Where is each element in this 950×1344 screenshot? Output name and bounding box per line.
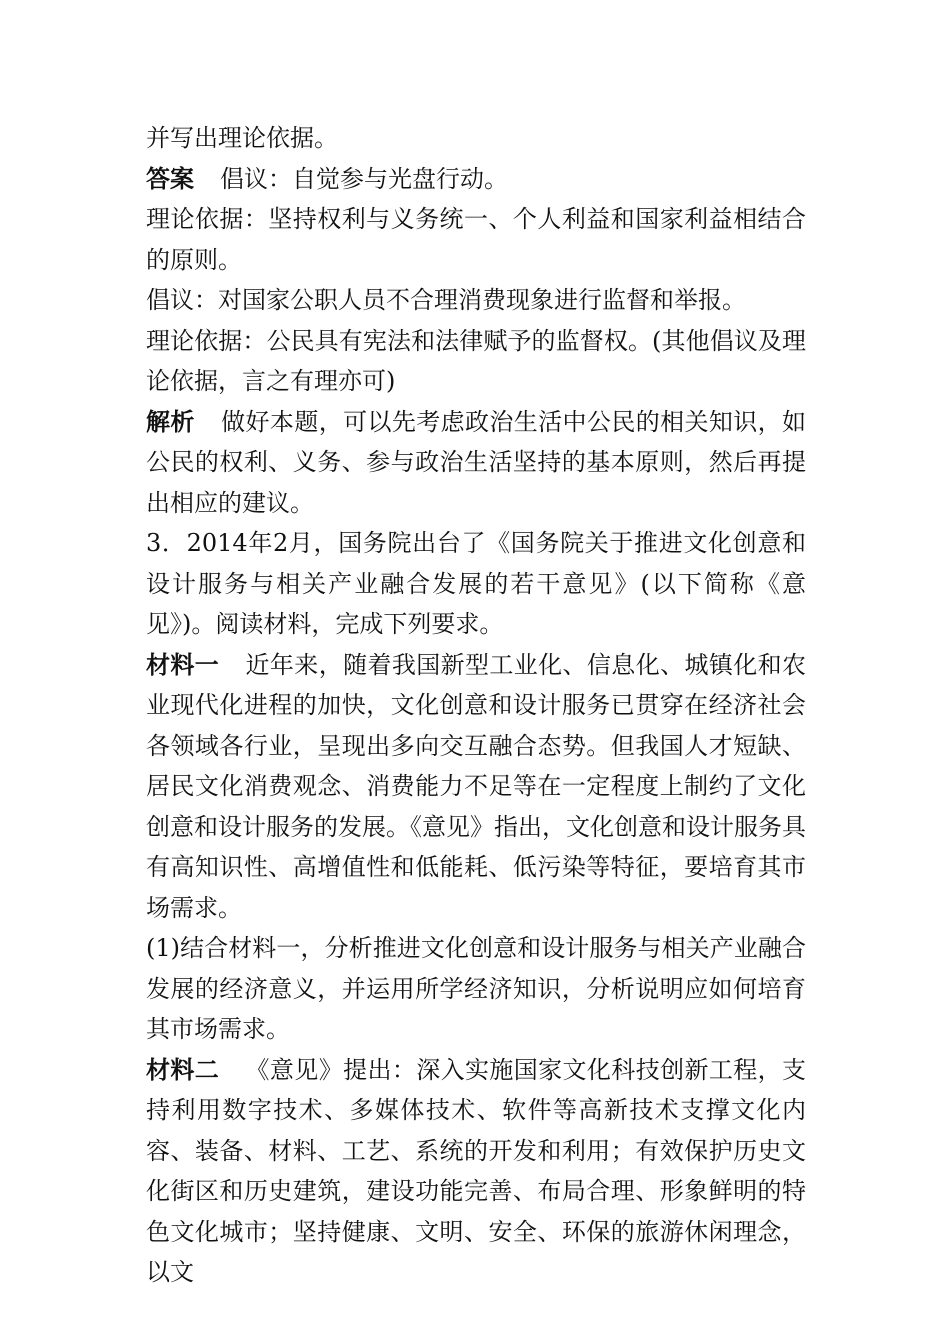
continued-line: 并写出理论依据。 <box>146 124 338 152</box>
material-1-text: 近年来，随着我国新型工业化、信息化、城镇化和农业现代化进程的加快，文化创意和设计服务已贯穿在经济社会各领域各行业，呈现出多向交互融合态势。但我国人才短缺、居民文化消费观念、消费能力不足等在一定程度上制约了文化创意和设计服务的发展。《意见》指出，文化创意和设计服务具有高知识性、高增值性和低能耗、低污染等特征，要培育其市场需求。 <box>146 650 807 922</box>
answer-label: 答案 <box>146 164 194 193</box>
answer-paragraph <box>146 159 806 200</box>
material-2-paragraph <box>146 1050 806 1293</box>
analysis-paragraph <box>146 402 806 524</box>
analysis-label: 解析 <box>146 407 195 436</box>
material-2-text: 《意见》提出：深入实施国家文化科技创新工程，支持利用数字技术、多媒体技术、软件等高新技术支撑文化内容、装备、材料、工艺、系统的开发和利用；有效保护历史文化街区和历史建筑，建设功能完善、布局合理、形象鲜明的特色文化城市；坚持健康、文明、安全、环保的旅游休闲理念，以文 <box>146 1055 807 1286</box>
proposal-2: 倡议：对国家公职人员不合理消费现象进行监督和举报。 <box>146 286 746 314</box>
question-3: 3．2014年2月，国务院出台了《国务院关于推进文化创意和设计服务与相关产业融合发展的若干意见》(以下简称《意见》)。阅读材料，完成下列要求。 <box>146 529 806 638</box>
theory-basis-2: 理论依据：公民具有宪法和法律赋予的监督权。(其他倡议及理论依据，言之有理亦可) <box>146 326 806 395</box>
document-body <box>146 118 806 1293</box>
answer-text: 倡议：自觉参与光盘行动。 <box>220 164 508 193</box>
sub-question-1: (1)结合材料一，分析推进文化创意和设计服务与相关产业融合发展的经济意义，并运用所学经济知识，分析说明应如何培育其市场需求。 <box>146 934 806 1043</box>
analysis-text: 做好本题，可以先考虑政治生活中公民的相关知识，如公民的权利、义务、参与政治生活坚持的基本原则，然后再提出相应的建议。 <box>146 407 807 517</box>
material-2-label: 材料二 <box>146 1055 220 1084</box>
material-1-label: 材料一 <box>146 650 220 679</box>
theory-basis-1: 理论依据：坚持权利与义务统一、个人利益和国家利益相结合的原则。 <box>146 205 806 274</box>
material-1-paragraph <box>146 645 806 929</box>
